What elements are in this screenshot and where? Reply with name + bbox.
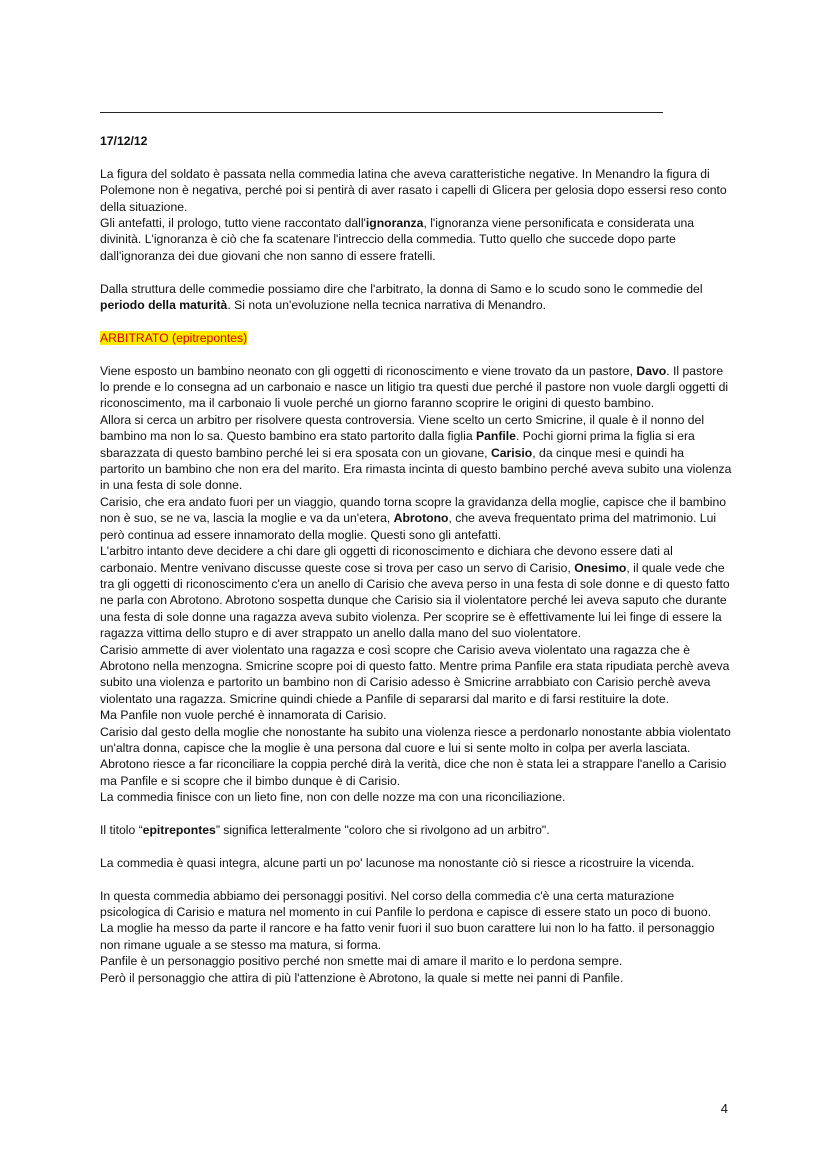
- page-number: 4: [720, 1101, 728, 1116]
- header-rule: [100, 112, 663, 113]
- section-heading: [100, 330, 732, 346]
- paragraph-characters: In questa commedia abbiamo dei personaggi positivi. Nel corso della commedia c'è una certa maturazione psicologica di Carisio e matura nel momento in cui Panfile lo perdona e capisce di essere stato un poco di buono. La moglie ha messo da parte il rancore e ha fatto venir fuori il suo buon carattere lui non lo ha fatto. il personaggio non rimane uguale a se stesso ma matura, si forma. Panfile è un personaggio positivo perché non smette mai di amare il marito e lo perdona sempre. Però il personaggio che attira di più l'attenzione è Abrotono, la quale si mette nei panni di Panfile.: [100, 888, 715, 985]
- paragraph-title-meaning: Il titolo “epitrepontes” significa letteralmente "coloro che si rivolgono ad un arbitro".: [100, 822, 550, 837]
- paragraph-structure: Dalla struttura delle commedie possiamo dire che l'arbitrato, la donna di Samo e lo scudo sono le commedie del periodo della maturità. Si nota un'evoluzione nella tecnica narrativa di Menandro.: [100, 281, 703, 313]
- bold-term: periodo della maturità: [100, 298, 228, 313]
- paragraph-integrity: La commedia è quasi integra, alcune parti un po' lacunose ma nonostante ciò si riesce a ricostruire la vicenda.: [100, 855, 695, 870]
- bold-term: Davo: [636, 363, 667, 378]
- bold-term: Abrotono: [393, 511, 449, 526]
- date-heading: 17/12/12: [100, 134, 148, 148]
- bold-term: epitrepontes: [142, 822, 216, 837]
- bold-term: Carisio: [490, 445, 533, 460]
- highlighted-heading: ARBITRATO (epitrepontes): [100, 330, 248, 345]
- bold-term: Panfile: [476, 429, 516, 444]
- bold-term: Onesimo: [574, 560, 627, 575]
- bold-term: ignoranza: [365, 216, 424, 231]
- document-body: [100, 133, 732, 1002]
- paragraph-plot: Viene esposto un bambino neonato con gli oggetti di riconoscimento e viene trovato da un pastore, Davo. Il pastore lo prende e lo consegna ad un carbonaio e nasce un litigio tra questi due perché il pastore non vuole dargli oggetti di riconoscimento, ma il carbonaio li vuole perché un giorno faranno scoprire le origini di questo bambino. Allora si cerca un arbitro per risolvere questa controversia. Viene scelto un certo Smicrine, il quale è il nonno del bambino ma non lo sa. Questo bambino era stato partorito dalla figlia Panfile. Pochi giorni prima la figlia si era sbarazzata di questo bambino perché lei si era sposata con un giovane, Carisio, da cinque mesi e quindi ha partorito un bambino che non era del marito. Era rimasta incinta di questo bambino perché aveva subito una violenza in una festa di sole donne. Carisio, che era andato fuori per un viaggio, quando torna scopre la gravidanza della moglie, capisce che il bambino non è suo, se ne va, lascia la moglie e va da un'etera, Abrotono, che aveva frequentato prima del matrimonio. Lui però continua ad essere innamorato della moglie. Questi sono gli antefatti. L'arbitro intanto deve decidere a chi dare gli oggetti di riconoscimento e dichiara che devono essere dati al carbonaio. Mentre venivano discusse queste cose si trova per caso un servo di Carisio, Onesimo, il quale vede che tra gli oggetti di riconoscimento c'era un anello di Carisio che aveva perso in una festa di sole donne e di questo fatto ne parla con Abrotono. Abrotono sospetta dunque che Carisio sia il violentatore perché lei aveva saputo che durante una festa di sole donne una ragazza aveva subito violenza. Per scoprire se è effettivamente lui lei finge di essere la ragazza vittima dello stupro e di aver strappato un anello dalla mano del suo violentatore. Carisio ammette di aver violentato una ragazza e così scopre che Carisio aveva violentato una ragazza che è Abrotono nella menzogna. Smicrine scopre poi di questo fatto. Mentre prima Panfile era stata ripudiata perchè aveva subito una violenza e partorito un bambino non di Carisio adesso è Smicrine arrabbiato con Carisio perchè aveva violentato una ragazza. Smicrine quindi chiede a Panfile di separarsi dal marito e di farsi restituire la dote. Ma Panfile non vuole perché è innamorata di Carisio. Carisio dal gesto della moglie che nonostante ha subito una violenza riesce a perdonarlo nonostante abbia violentato un'altra donna, capisce che la moglie è una persona dal cuore e lui si sente molto in colpa per averla lasciata. Abrotono riesce a far riconciliare la coppia perché dirà la verità, dice che non è stata lei a strappare l'anello a Carisio ma Panfile e si scopre che il bimbo dunque è di Carisio. La commedia finisce con un lieto fine, non con delle nozze ma con una riconciliazione.: [100, 363, 732, 805]
- paragraph-soldier: La figura del soldato è passata nella commedia latina che aveva caratteristiche negative. In Menandro la figura di Polemone non è negativa, perché poi si pentirà di aver rasato i capelli di Glicera per gelosia dopo essersi reso conto della situazione. Gli antefatti, il prologo, tutto viene raccontato dall'ignoranza, l'ignoranza viene personificata e considerata una divinità. L'ignoranza è ciò che fa scatenare l'intreccio della commedia. Tutto quello che succede dopo parte dall'ignoranza dei due giovani che non sanno di essere fratelli.: [100, 166, 727, 263]
